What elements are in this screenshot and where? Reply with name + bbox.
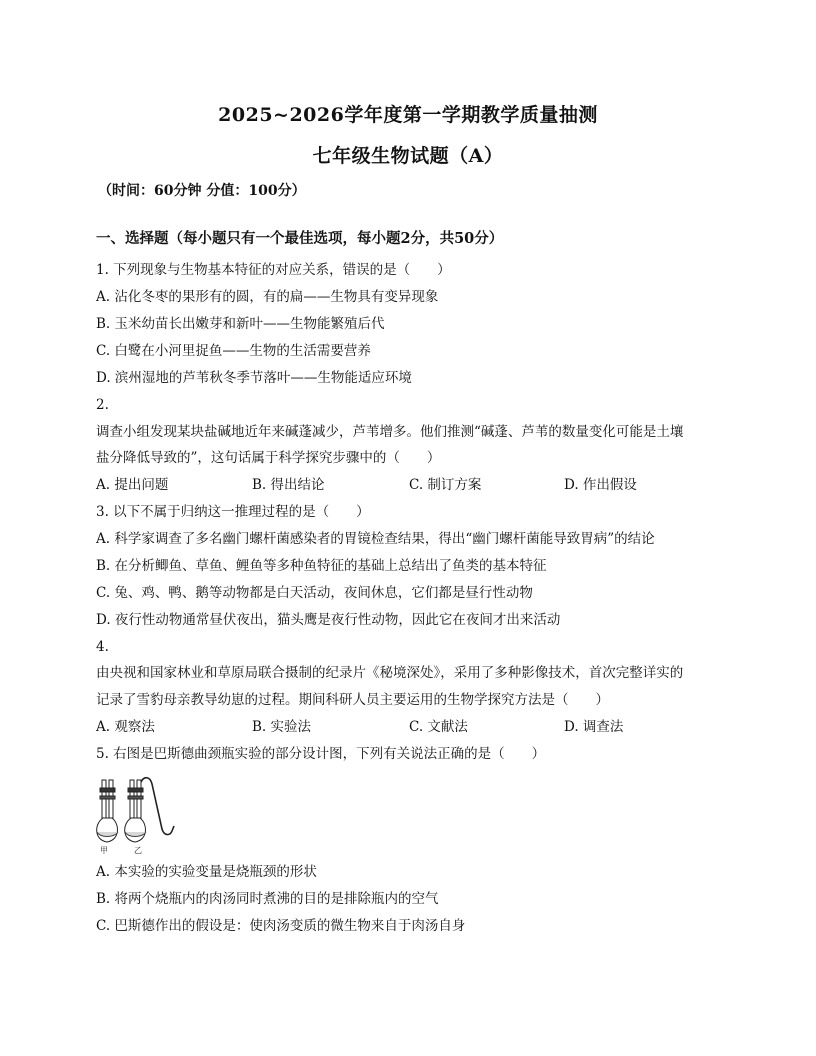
exam-time-score: （时间：60分钟 分值：100分） (98, 183, 306, 199)
question-4-option-d: D. 调查法 (564, 719, 624, 735)
question-4-stem-line1: 由央视和国家林业和草原局联合摄制的纪录片《秘境深处》，采用了多种影像技术，首次完整详实的 (96, 665, 684, 681)
flask-label-left: 甲 (100, 846, 108, 854)
question-1-option-b: B. 玉米幼苗长出嫩芽和新叶——生物能繁殖后代 (96, 316, 385, 332)
question-2-option-d: D. 作出假设 (564, 477, 637, 493)
question-1-option-a: A. 沾化冬枣的果形有的圆，有的扁——生物具有变异现象 (96, 289, 439, 305)
swan-neck-flask-figure (92, 774, 192, 854)
question-3-stem: 3. 以下不属于归纳这一推理过程的是（ ） (96, 504, 370, 520)
question-4-option-c: C. 文献法 (409, 719, 468, 735)
question-3-option-b: B. 在分析鲫鱼、草鱼、鲤鱼等多种鱼特征的基础上总结出了鱼类的基本特征 (96, 558, 547, 574)
question-4-stem-line2: 记录了雪豹母亲教导幼崽的过程。期间科研人员主要运用的生物学探究方法是（ ） (96, 692, 609, 708)
question-4-number: 4. (96, 639, 109, 655)
flask-label-right: 乙 (134, 846, 142, 854)
question-2-stem-line1: 调查小组发现某块盐碱地近年来碱蓬减少，芦苇增多。他们推测“碱蓬、芦苇的数量变化可能是土壤 (96, 424, 684, 440)
exam-title: 2025~2026学年度第一学期教学质量抽测 (218, 104, 598, 126)
question-5-option-c: C. 巴斯德作出的假设是：使肉汤变质的微生物来自于肉汤自身 (96, 918, 466, 934)
question-2-option-c: C. 制订方案 (409, 477, 482, 493)
exam-subtitle: 七年级生物试题（A） (312, 145, 504, 167)
question-4-option-a: A. 观察法 (96, 719, 155, 735)
question-5-option-b: B. 将两个烧瓶内的肉汤同时煮沸的目的是排除瓶内的空气 (96, 891, 439, 907)
question-3-option-d: D. 夜行性动物通常昼伏夜出，猫头鹰是夜行性动物，因此它在夜间才出来活动 (96, 612, 561, 628)
question-1-option-d: D. 滨州湿地的芦苇秋冬季节落叶——生物能适应环境 (96, 370, 412, 386)
question-5-stem: 5. 右图是巴斯德曲颈瓶实验的部分设计图，下列有关说法正确的是（ ） (96, 746, 546, 762)
question-1-option-c: C. 白鹭在小河里捉鱼——生物的生活需要营养 (96, 343, 371, 359)
question-3-option-a: A. 科学家调查了多名幽门螺杆菌感染者的胃镜检查结果，得出“幽门螺杆菌能导致胃病”的结论 (96, 531, 655, 547)
question-2-number: 2. (96, 397, 109, 413)
question-4-option-b: B. 实验法 (252, 719, 312, 735)
question-2-stem-line2: 盐分降低导致的”，这句话属于科学探究步骤中的（ ） (96, 450, 441, 466)
section-heading: 一、选择题（每小题只有一个最佳选项，每小题2分，共50分） (96, 230, 504, 247)
question-3-option-c: C. 兔、鸡、鸭、鹅等动物都是白天活动，夜间休息，它们都是昼行性动物 (96, 585, 533, 601)
question-2-option-b: B. 得出结论 (252, 477, 325, 493)
question-1-stem: 1. 下列现象与生物基本特征的对应关系，错误的是（ ） (96, 262, 451, 278)
question-2-option-a: A. 提出问题 (96, 477, 169, 493)
flask-right (125, 778, 174, 842)
question-5-option-a: A. 本实验的实验变量是烧瓶颈的形状 (96, 864, 317, 880)
flask-left (97, 780, 118, 842)
